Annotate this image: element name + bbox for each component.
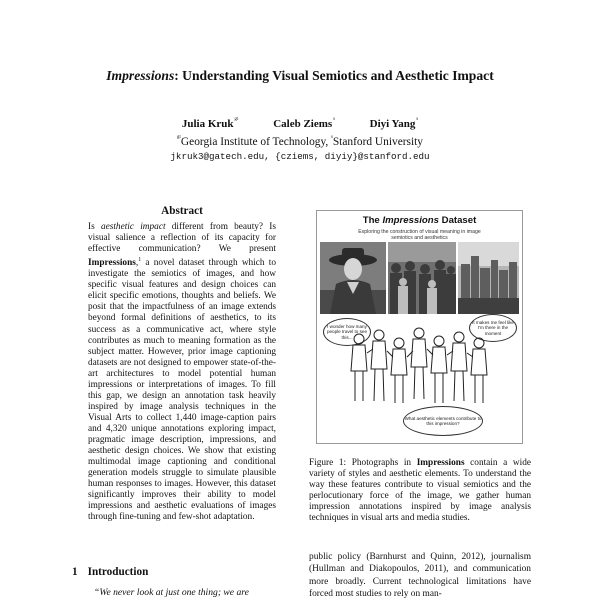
- author-list: [0, 115, 600, 130]
- section-heading: 1 Introduction: [72, 566, 149, 578]
- figure-subtitle: Exploring the construction of visual meaning in image semiotics and aesthetics: [358, 229, 481, 241]
- epigraph-quote: “We never look at just one thing; we are: [94, 587, 249, 598]
- author: Julia Kruk$^{ᵍᵗ}$: [181, 115, 239, 130]
- impression-bubble-bottom: What aesthetic elements contribute to this impression?: [403, 406, 483, 436]
- author-emails: jkruk3@gatech.edu, {cziems, diyiy}@stanford.edu: [170, 151, 430, 162]
- impression-bubble-left: I wonder how many people travel to see this...: [323, 318, 371, 346]
- impression-bubble-right: It makes me feel like I'm there in the moment: [469, 314, 517, 342]
- abstract-heading: Abstract: [161, 205, 203, 217]
- figure-1: [316, 210, 523, 444]
- illustration-people: [347, 323, 495, 407]
- figure-caption: Figure 1: Photographs in Impressions contain a wide variety of styles and aesthetic elements. To understand the way these features contribute to visual semiotics and the perlocutionary force of the image, we gather human impression annotations inspired by image analysis techniques in visual arts and media studies.: [309, 458, 531, 524]
- author: Caleb Ziems$^ˢ$: [273, 115, 335, 130]
- paper-title: Impressions: Understanding Visual Semiotics and Aesthetic Impact: [106, 68, 494, 83]
- photo-crowd: [388, 242, 456, 314]
- affiliations: $^{ᵍᵗ}$Georgia Institute of Technology, $^ˢ$Stanford University: [176, 133, 424, 148]
- author: Diyi Yang$^ˢ$: [369, 115, 419, 130]
- intro-right-column: public policy (Barnhurst and Quinn, 2012), journalism (Hullman and Diakopoulos, 2011), and communication more broadly. Current technological limitations have forced most studies to rely on man-: [309, 552, 531, 600]
- photo-city: [458, 242, 519, 314]
- figure-title: The Impressions Dataset: [362, 215, 477, 226]
- photo-portrait: [320, 242, 386, 314]
- abstract-body: Is aesthetic impact different from beauty? Is visual salience a reflection of its capacity for effective communication? We present Impressions,$^1$ a novel dataset through which to investigate the semiotics of images, and how specific visual features and design choices can elicit specific emotions, thoughts and beliefs. We posit that the impactfulness of an image extends beyond formal definitions of aesthetics, to its success as a communicative act, where style contributes as much to meaning formation as the subject matter. However, prior image captioning datasets are not designed to empower state-of-the-art architectures to model potential human impressions or interpretations of images. To fill this gap, we design an annotation task heavily inspired by image analysis techniques in the Visual Arts to collect 1,440 image-caption pairs and 4,320 unique annotations exploring impact, pragmatic image description, impressions, and aesthetic design choices. We show that existing multimodal image captioning and conditional generation models struggle to simulate plausible human responses to images. However, this dataset significantly improves their ability to model impressions and aesthetic evaluations of images through fine-tuning and few-shot adaptation.: [88, 222, 277, 523]
